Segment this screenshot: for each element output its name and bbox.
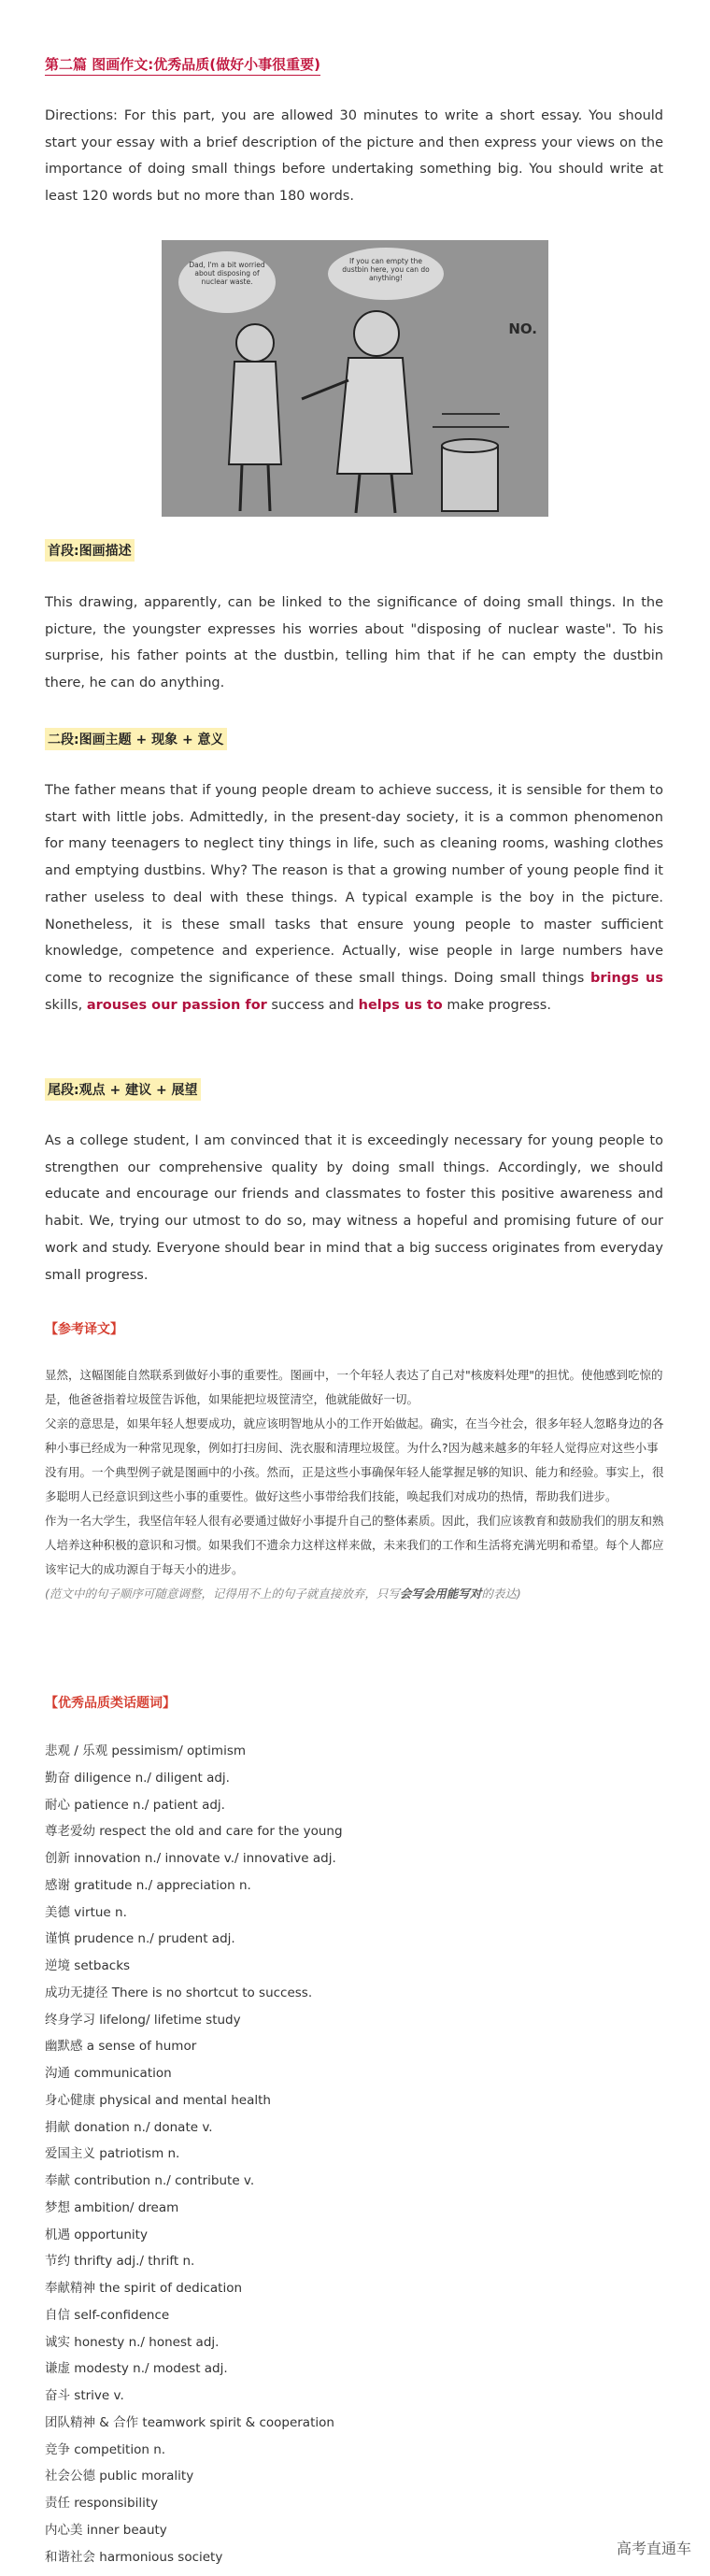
paragraph-2-text-d: make progress.: [442, 997, 551, 1013]
vocab-item: 勤奋 diligence n./ diligent adj.: [45, 1770, 230, 1786]
essay-title: 第二篇 图画作文:优秀品质(做好小事很重要): [45, 54, 320, 76]
vocab-item: 自信 self-confidence: [45, 2307, 170, 2323]
translation-paragraph-1: 显然，这幅图能自然联系到做好小事的重要性。图画中，一个年轻人表达了自己对"核废料处理"的担忧。使他感到吃惊的是，他爸爸指着垃圾筐告诉他，如果能把垃圾筐清空，他就能做好一切。: [45, 1368, 663, 1406]
vocab-item: 节约 thrifty adj./ thrift n.: [45, 2254, 195, 2270]
cartoon-stamp: NO.: [508, 320, 537, 337]
section-heading-1: 首段:图画描述: [45, 539, 135, 562]
paragraph-3: As a college student, I am convinced that it is exceedingly necessary for young people to strengthen our comprehensive quality by doing small things. Accordingly, we should educate and encourage our friends and classmates to foster this positive awareness and habit. We, trying our utmost to do so, may witness a hopeful and promising future of our work and study. Everyone should bear in mind that a big success originates from everyday small progress.: [45, 1133, 663, 1283]
vocab-item: 尊老爱幼 respect the old and care for the young: [45, 1824, 343, 1840]
note-text-a: (范文中的句子顺序可随意调整，记得用不上的句子就直接放弃，只写: [45, 1587, 400, 1601]
vocab-item: 幽默感 a sense of humor: [45, 2039, 197, 2055]
vocab-item: 悲观 / 乐观 pessimism/ optimism: [45, 1743, 246, 1758]
note-text-c: 的表达): [481, 1587, 521, 1601]
vocab-item: 团队精神 & 合作 teamwork spirit & cooperation: [45, 2414, 334, 2430]
cartoon-image: [162, 240, 548, 517]
paragraph-2: [45, 777, 663, 1018]
translation-block: [45, 1363, 669, 1606]
paragraph-2-text-b: skills,: [45, 997, 87, 1013]
paragraph-2-text-c: success and: [266, 997, 359, 1013]
vocab-item: 和谐社会 harmonious society: [45, 2549, 223, 2565]
vocab-item: 内心美 inner beauty: [45, 2522, 167, 2538]
section-heading-3: 尾段:观点 + 建议 + 展望: [45, 1078, 201, 1101]
translation-paragraph-2: 父亲的意思是，如果年轻人想要成功，就应该明智地从小的工作开始做起。确实，在当今社会，很多年轻人忽略身边的各种小事已经成为一种常见现象，例如打扫房间、洗衣服和清理垃圾筐。为什么?因为越来越多的年轻人觉得应对这些小事没有用。一个典型例子就是图画中的小孩。然而，正是这些小事确保年轻人能掌握足够的知识、能力和经验。事实上，很多聪明人已经意识到这些小事的重要性。做好这些小事带给我们技能，唤起我们对成功的热情，帮助我们进步。: [45, 1416, 664, 1503]
watermark-label: 高考直通车: [616, 2540, 691, 2557]
translation-heading: 【参考译文】: [45, 1322, 123, 1337]
highlight-phrase-2: arouses our passion for: [86, 997, 267, 1013]
vocab-item: 美德 virtue n.: [45, 1904, 127, 1920]
vocab-item: 感谢 gratitude n./ appreciation n.: [45, 1877, 251, 1893]
vocab-heading: 【优秀品质类话题词】: [45, 1696, 176, 1711]
vocab-item: 奋斗 strive v.: [45, 2388, 124, 2403]
vocab-item: 奉献 contribution n./ contribute v.: [45, 2173, 255, 2188]
paragraph-2-text: The father means that if young people dream to achieve success, it is sensible for them to start with little jobs. Admittedly, in the present-day society, it is a common phenomenon for many teenagers to neglect tiny things in life, such as cleaning rooms, washing clothes and emptying dustbins. Why? The reason is that a growing number of young people find it rather useless to deal with these things. A typical example is the boy in the picture. Nonetheless, it is these small tasks that ensure young people to master sufficient knowledge, competence and experience. Actually, wise people in large numbers have come to recognize the significance of these small things. Doing small things: [45, 783, 663, 986]
vocab-item: 诚实 honesty n./ honest adj.: [45, 2334, 220, 2350]
section-heading-2: 二段:图画主题 + 现象 + 意义: [45, 728, 227, 750]
vocab-item: 梦想 ambition/ dream: [45, 2199, 179, 2215]
vocab-item: 创新 innovation n./ innovate v./ innovative adj.: [45, 1851, 336, 1866]
vocab-item: 成功无捷径 There is no shortcut to success.: [45, 1985, 313, 2000]
vocab-item: 奉献精神 the spirit of dedication: [45, 2281, 243, 2296]
translation-paragraph-3: 作为一名大学生，我坚信年轻人很有必要通过做好小事提升自己的整体素质。因此，我们应该教育和鼓励我们的朋友和熟人培养这种积极的意识和习惯。如果我们不遗余力这样这样来做，未来我们的工作和生活将充满光明和希望。每个人都应该牢记大的成功源自于每天小的进步。: [45, 1514, 664, 1576]
vocab-item: 谦虚 modesty n./ modest adj.: [45, 2361, 228, 2377]
son-speech-bubble: Dad, I'm a bit worried about disposing of nuclear waste.: [178, 251, 276, 313]
vocab-item: 身心健康 physical and mental health: [45, 2092, 271, 2108]
vocab-item: 耐心 patience n./ patient adj.: [45, 1797, 225, 1813]
vocab-item: 责任 responsibility: [45, 2496, 159, 2511]
translation-note: [45, 1582, 669, 1606]
note-emphasis: 会写会用能写对: [399, 1587, 482, 1601]
vocab-item: 机遇 opportunity: [45, 2227, 148, 2242]
directions-paragraph: Directions: For this part, you are allowed 30 minutes to write a short essay. You should start your essay with a brief description of the picture and then express your views on the importance of doing small things before undertaking something big. You should write at least 120 words but no more than 180 words.: [45, 108, 663, 205]
vocab-item: 沟通 communication: [45, 2066, 172, 2081]
vocab-list: [45, 1738, 665, 2570]
highlight-phrase-1: brings us: [590, 970, 663, 986]
paragraph-1: This drawing, apparently, can be linked to the significance of doing small things. In the picture, the youngster expresses his worries about "disposing of nuclear waste". To his surprise, his father points at the dustbin, telling him that if he can empty the dustbin there, he can do anything.: [45, 595, 663, 691]
vocab-item: 逆境 setbacks: [45, 1958, 131, 1973]
vocab-item: 谨慎 prudence n./ prudent adj.: [45, 1931, 235, 1947]
vocab-item: 捐献 donation n./ donate v.: [45, 2119, 213, 2135]
vocab-item: 爱国主义 patriotism n.: [45, 2146, 180, 2162]
highlight-phrase-3: helps us to: [358, 997, 443, 1013]
vocab-item: 竞争 competition n.: [45, 2441, 166, 2457]
vocab-item: 社会公德 public morality: [45, 2469, 194, 2484]
vocab-item: 终身学习 lifelong/ lifetime study: [45, 2012, 241, 2028]
father-speech-bubble: If you can empty the dustbin here, you can do anything!: [328, 248, 444, 300]
